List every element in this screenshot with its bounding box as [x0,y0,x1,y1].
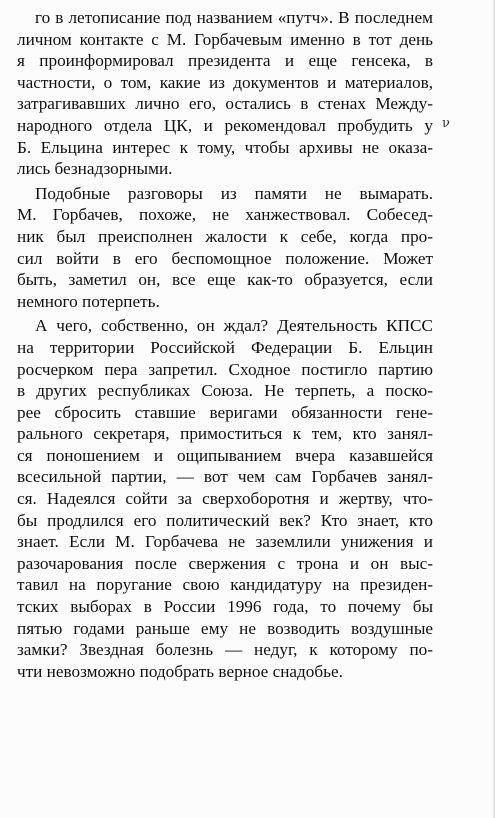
text-line: тавил на поругание свою кандидатуру на президен- [17,575,433,595]
text-line: разочарования после свержения с трона и он выс- [17,553,433,573]
text-line: всесильной партии, — вот чем сам Горбачев занял- [17,467,433,487]
text-line: в других республиках Союза. Не терпеть, а поско- [17,381,433,401]
paragraph [17,7,433,180]
text-line: А чего, собственно, он ждал? Деятельность КПСС [35,316,433,336]
text-line: М. Горбачев, похоже, не ханжествовал. Собесед- [17,205,433,225]
text-line: Б. Ельцина интерес к тому, чтобы архивы не оказа- [17,137,433,157]
text-line: бы продлился его политический век? Кто знает, кто [17,510,433,530]
text-line: тских выборах в России 1996 года, то почему бы [17,597,433,617]
text-line: частности, о том, какие из документов и материалов, [17,72,433,92]
text-line: знает. Если М. Горбачева не заземлили унижения и [17,532,433,552]
text-line: на территории Российской Федерации Б. Ельцин [17,337,433,357]
text-line: рального секретаря, примоститься к тем, кто занял- [17,424,433,444]
text-line: ник был преисполнен жалости к себе, когда про- [17,226,433,246]
text-line: я проинформировал президента и еще генсека, в [17,51,433,71]
body-text [17,7,433,682]
text-line: пятью годами раньше ему не возводить воздушные [17,618,433,638]
text-line: замки? Звездная болезнь — недуг, к которому по- [17,640,433,660]
text-line: чти невозможно подобрать верное снадобье. [17,661,343,681]
text-line: быть, заметил он, все еще как-то образуется, если [17,270,433,290]
text-line: рее сбросить ставшие веригами обязанности гене- [17,402,433,422]
text-line: сил войти в его беспомощное положение. Может [17,248,433,268]
paragraph [17,315,433,682]
margin-pencil-mark: ν [442,116,450,131]
text-line: лись безнадзорными. [17,159,173,179]
text-line: ся. Надеялся сойти за сверхоборотня и жертву, что- [17,489,433,509]
text-line: росчерком пера запретил. Сходное постигло партию [17,359,433,379]
text-line: го в летописание под названием «путч». В последнем [35,8,433,27]
text-line: Подобные разговоры из памяти не вымарать. [35,183,433,203]
paragraph [17,183,433,313]
text-line: затрагивавших лично его, остались в стенах Между- [17,94,433,114]
text-line: народного отдела ЦК, и рекомендовал пробудить у [17,115,433,135]
text-line: ся поношением и ощипыванием вчера казавшейся [17,445,433,465]
text-line: личном контакте с М. Горбачевым именно в тот день [17,29,433,49]
text-line: немного потерпеть. [17,291,160,311]
